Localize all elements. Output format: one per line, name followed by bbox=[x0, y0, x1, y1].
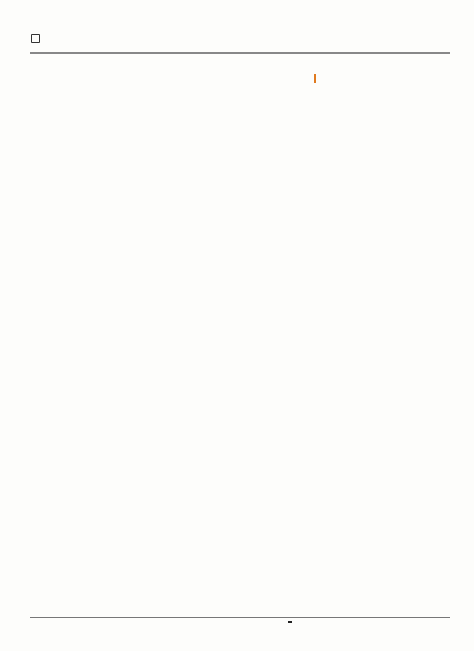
unit2-heading bbox=[314, 74, 454, 86]
column-right bbox=[314, 70, 454, 86]
page-footer bbox=[30, 617, 450, 632]
page-title bbox=[30, 34, 43, 45]
checkbox-square-icon bbox=[31, 34, 40, 43]
photocopiable-badge bbox=[288, 621, 292, 623]
column-middle bbox=[178, 70, 308, 74]
page-header bbox=[30, 30, 450, 54]
unit-marker-bar bbox=[314, 74, 316, 83]
